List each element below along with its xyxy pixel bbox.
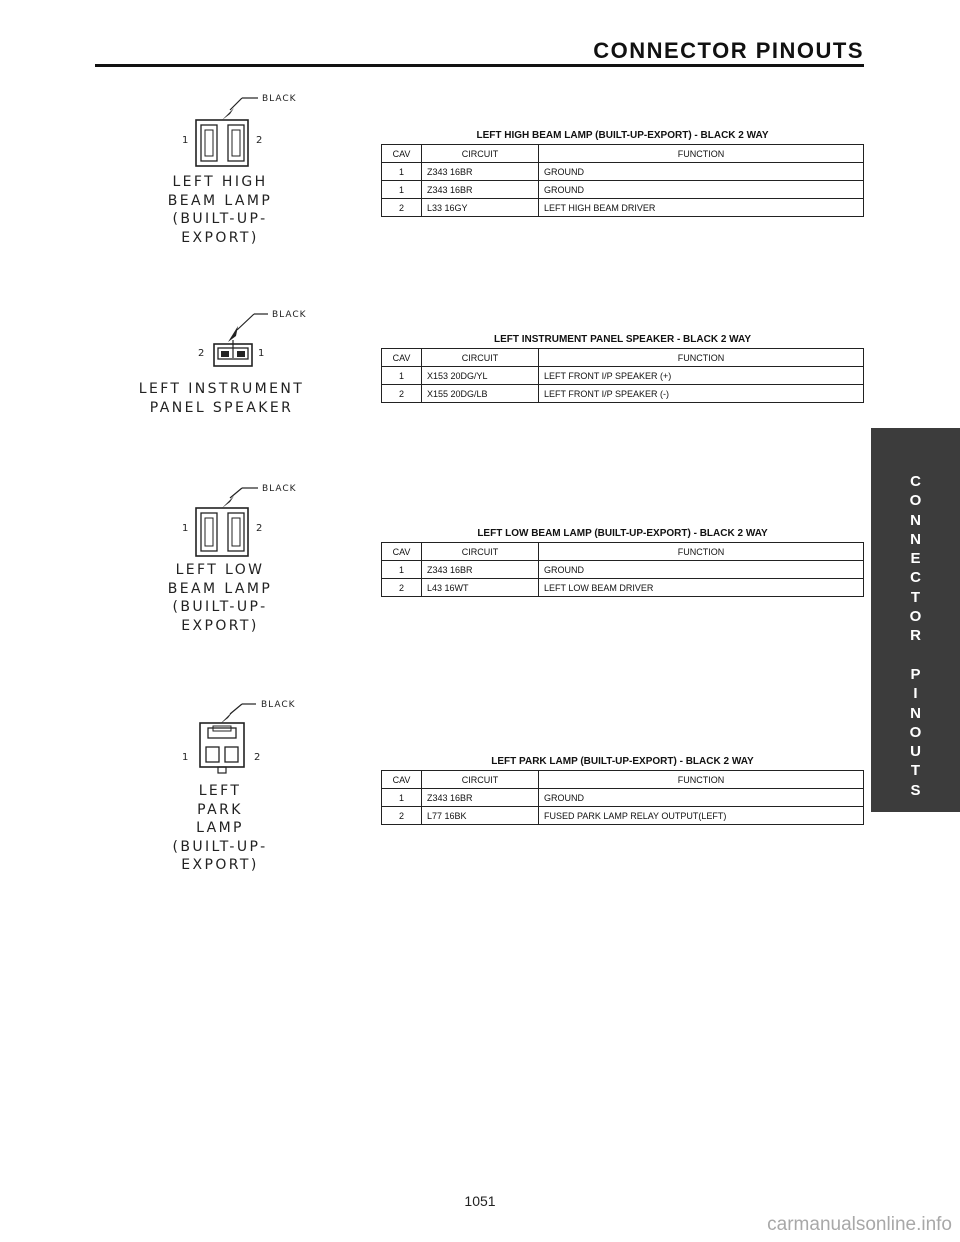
column-header-cav: CAV [382, 145, 422, 163]
cell-function: LEFT FRONT I/P SPEAKER (+) [539, 367, 864, 385]
cell-cav: 1 [382, 181, 422, 199]
pin-number-left: 2 [198, 348, 205, 359]
cell-cav: 2 [382, 385, 422, 403]
pinout-left-park-lamp [381, 756, 864, 825]
connector-color-label: BLACK [261, 700, 296, 710]
cell-circuit: L33 16GY [422, 199, 539, 217]
pinout-title: LEFT INSTRUMENT PANEL SPEAKER - BLACK 2 WAY [493, 334, 752, 345]
table-header-row [382, 771, 864, 789]
page-title: CONNECTOR PINOUTS [593, 38, 864, 63]
pin-number-left: 1 [182, 752, 189, 763]
header-rule [95, 64, 864, 67]
cell-cav: 2 [382, 579, 422, 597]
cell-cav: 1 [382, 561, 422, 579]
table-row [382, 181, 864, 199]
cell-function: FUSED PARK LAMP RELAY OUTPUT(LEFT) [539, 807, 864, 825]
column-header-circuit: CIRCUIT [422, 145, 539, 163]
cell-circuit: Z343 16BR [422, 181, 539, 199]
column-header-function: FUNCTION [539, 145, 864, 163]
cell-function: LEFT FRONT I/P SPEAKER (-) [539, 385, 864, 403]
cell-cav: 1 [382, 367, 422, 385]
cell-circuit: L77 16BK [422, 807, 539, 825]
cell-function: GROUND [539, 561, 864, 579]
pin-number-left: 1 [182, 523, 189, 534]
connector-label: LEFT HIGH BEAM LAMP (BUILT-UP- EXPORT) [167, 174, 273, 246]
connector-diagram-left-low-beam [150, 480, 320, 640]
pinout-table [381, 348, 864, 403]
connector-color-label: BLACK [262, 484, 297, 494]
column-header-function: FUNCTION [539, 543, 864, 561]
section-tab-label: C O N N E C T O R P I N O U T S [909, 473, 922, 799]
column-header-circuit: CIRCUIT [422, 771, 539, 789]
pinout-left-high-beam [381, 130, 864, 217]
cell-circuit: Z343 16BR [422, 789, 539, 807]
table-row [382, 367, 864, 385]
cell-function: GROUND [539, 163, 864, 181]
column-header-cav: CAV [382, 543, 422, 561]
connector-color-label: BLACK [262, 94, 297, 104]
watermark-link[interactable]: carmanualsonline.info [767, 1214, 952, 1235]
pinout-left-low-beam [381, 528, 864, 597]
pinout-title: LEFT HIGH BEAM LAMP (BUILT-UP-EXPORT) - BLACK 2 WAY [476, 130, 769, 141]
connector-label: LEFT PARK LAMP (BUILT-UP- EXPORT) [172, 783, 268, 873]
cell-cav: 2 [382, 807, 422, 825]
cell-cav: 1 [382, 789, 422, 807]
pin-number-right: 2 [254, 752, 261, 763]
pin-number-right: 1 [258, 348, 265, 359]
cell-function: GROUND [539, 789, 864, 807]
connector-label: LEFT LOW BEAM LAMP (BUILT-UP- EXPORT) [167, 562, 273, 634]
cell-function: LEFT LOW BEAM DRIVER [539, 579, 864, 597]
table-row [382, 163, 864, 181]
connector-diagram-left-high-beam [150, 90, 320, 250]
pinout-table [381, 542, 864, 597]
column-header-circuit: CIRCUIT [422, 349, 539, 367]
table-header-row [382, 349, 864, 367]
connector-color-label: BLACK [272, 310, 307, 320]
table-header-row [382, 145, 864, 163]
cell-circuit: X155 20DG/LB [422, 385, 539, 403]
connector-label: LEFT INSTRUMENT PANEL SPEAKER [138, 381, 305, 416]
pin-number-right: 2 [256, 135, 263, 146]
table-row [382, 385, 864, 403]
table-header-row [382, 543, 864, 561]
table-row [382, 199, 864, 217]
pinout-table [381, 770, 864, 825]
page-number: 1051 [464, 1193, 496, 1209]
pinout-title: LEFT LOW BEAM LAMP (BUILT-UP-EXPORT) - BLACK 2 WAY [477, 528, 768, 539]
pin-number-right: 2 [256, 523, 263, 534]
column-header-cav: CAV [382, 771, 422, 789]
cell-function: GROUND [539, 181, 864, 199]
pinout-left-ip-speaker [381, 334, 864, 403]
cell-circuit: L43 16WT [422, 579, 539, 597]
cell-circuit: X153 20DG/YL [422, 367, 539, 385]
column-header-function: FUNCTION [539, 349, 864, 367]
cell-circuit: Z343 16BR [422, 163, 539, 181]
section-tab[interactable] [871, 428, 960, 812]
cell-function: LEFT HIGH BEAM DRIVER [539, 199, 864, 217]
column-header-cav: CAV [382, 349, 422, 367]
cell-cav: 1 [382, 163, 422, 181]
pin-number-left: 1 [182, 135, 189, 146]
table-row [382, 561, 864, 579]
cell-circuit: Z343 16BR [422, 561, 539, 579]
pinout-table [381, 144, 864, 217]
cell-cav: 2 [382, 199, 422, 217]
table-row [382, 789, 864, 807]
connector-diagram-left-park-lamp [150, 696, 320, 876]
connector-diagram-left-ip-speaker [138, 306, 320, 426]
pinout-title: LEFT PARK LAMP (BUILT-UP-EXPORT) - BLACK 2 WAY [491, 756, 754, 767]
table-row [382, 579, 864, 597]
table-row [382, 807, 864, 825]
column-header-circuit: CIRCUIT [422, 543, 539, 561]
column-header-function: FUNCTION [539, 771, 864, 789]
